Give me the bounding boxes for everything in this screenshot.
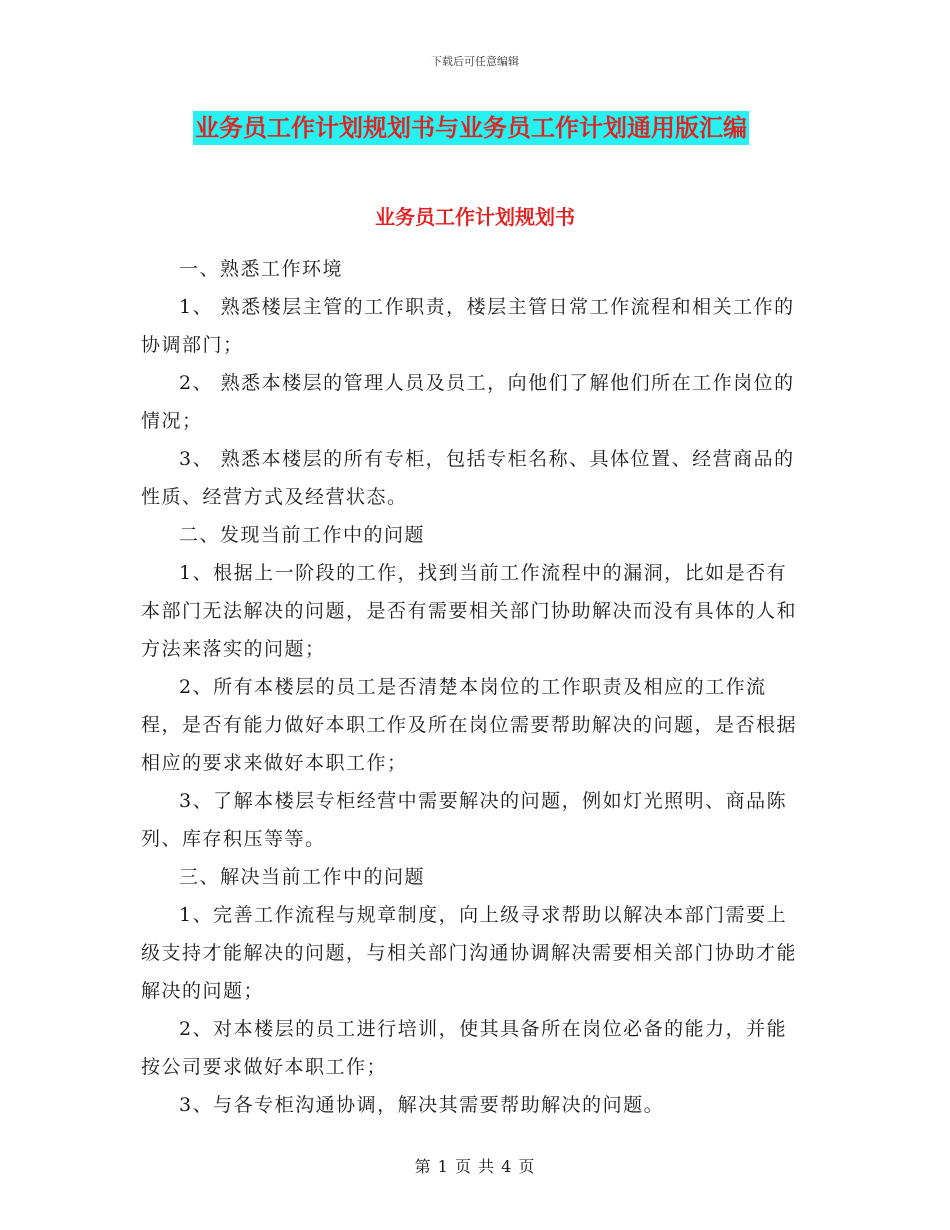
paragraph: 1、 熟悉楼层主管的工作职责，楼层主管日常工作流程和相关工作的协调部门； — [141, 296, 795, 356]
paragraph: 3、 熟悉本楼层的所有专柜，包括专柜名称、具体位置、经营商品的性质、经营方式及经营状态。 — [141, 448, 795, 508]
document-body — [141, 250, 807, 1124]
paragraph: 3、与各专柜沟通协调，解决其需要帮助解决的问题。 — [179, 1094, 665, 1116]
paragraph: 2、 熟悉本楼层的管理人员及员工，向他们了解他们所在工作岗位的情况； — [141, 372, 795, 432]
heading-2: 二、发现当前工作中的问题 — [179, 524, 426, 546]
paragraph: 2、对本楼层的员工进行培训，使其具备所在岗位必备的能力，并能按公司要求做好本职工作； — [141, 1018, 788, 1078]
main-title-container — [193, 111, 803, 145]
paragraph: 1、完善工作流程与规章制度，向上级寻求帮助以解决本部门需要上级支持才能解决的问题，与相关部门沟通协调解决需要相关部门协助才能解决的问题； — [141, 904, 798, 1002]
heading-3: 三、解决当前工作中的问题 — [179, 866, 426, 888]
paragraph: 3、了解本楼层专柜经营中需要解决的问题，例如灯光照明、商品陈列、库存积压等等。 — [141, 790, 788, 850]
page-footer: 第 1 页 共 4 页 — [414, 1157, 536, 1176]
heading-1: 一、熟悉工作环境 — [179, 258, 344, 280]
paragraph: 1、根据上一阶段的工作，找到当前工作流程中的漏洞，比如是否有本部门无法解决的问题，是否有需要相关部门协助解决而没有具体的人和方法来落实的问题； — [141, 562, 798, 660]
header-note: 下载后可任意编辑 — [431, 55, 519, 68]
section-title: 业务员工作计划规划书 — [375, 205, 575, 229]
main-title: 业务员工作计划规划书与业务员工作计划通用版汇编 — [193, 111, 749, 145]
paragraph: 2、所有本楼层的员工是否清楚本岗位的工作职责及相应的工作流程，是否有能力做好本职工作及所在岗位需要帮助解决的问题，是否根据相应的要求来做好本职工作； — [141, 676, 798, 774]
